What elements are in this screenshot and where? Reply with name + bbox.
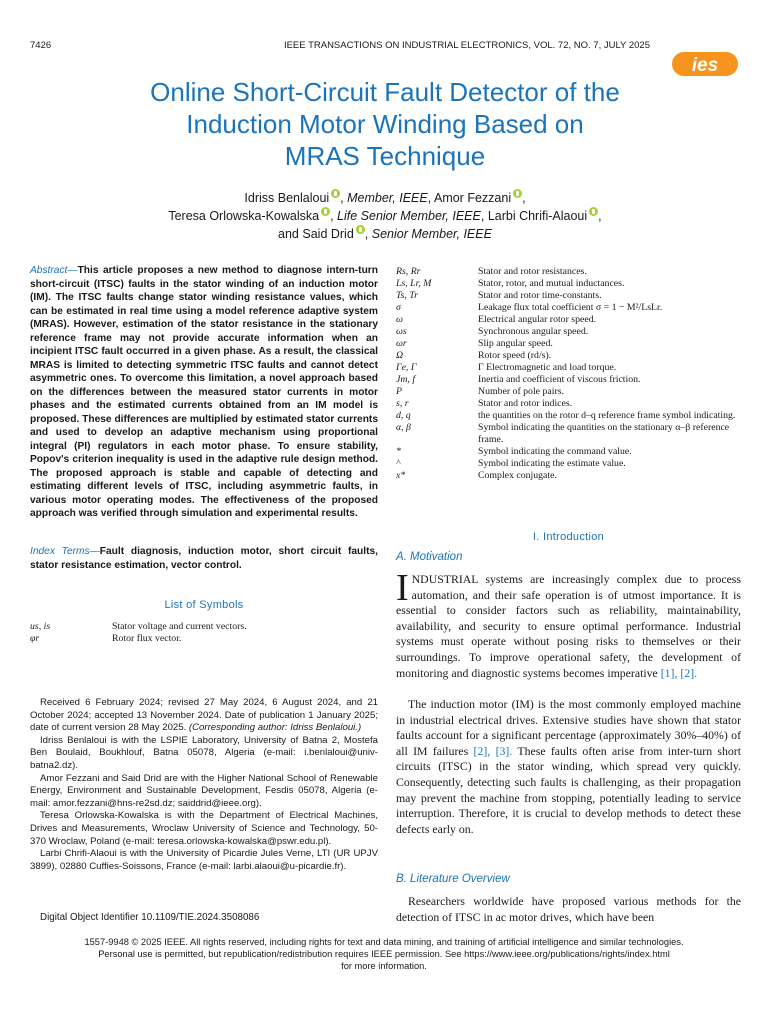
affiliation: Amor Fezzani and Said Drid are with the Higher National School of Renewable Energy, Environment and Sustainable Development, Fesdis 05078, Algeria (e-mail: amor.fezzani@hns-re2sd.dz; saiddrid@ieee.org). <box>30 772 378 809</box>
symbol-definition: Symbol indicating the quantities on the stationary α–β reference frame. <box>478 422 730 445</box>
symbol-definition: Complex conjugate. <box>478 470 557 481</box>
symbol-term: P <box>396 386 402 397</box>
list-of-symbols-heading: List of Symbols <box>164 599 244 611</box>
symbol-definition: Stator, rotor, and mutual inductances. <box>478 278 625 289</box>
symbol-row <box>396 290 741 302</box>
author-list <box>60 189 710 243</box>
symbol-term: ωr <box>396 338 407 349</box>
received-dates <box>30 697 378 735</box>
received-text: Received 6 February 2024; revised 27 May 2024, 6 August 2024, and 21 October 2024; accepted 13 November 2024. Date of publication 1 January 2025; date of current version 28 May 2025. <box>30 697 378 734</box>
author-name: Larbi Chrifi-Alaoui <box>487 209 588 223</box>
orcid-icon[interactable] <box>356 225 365 234</box>
author-conjunction: and <box>278 227 299 241</box>
symbol-term: s, r <box>396 398 409 409</box>
author-name: Teresa Orlowska-Kowalska <box>168 209 320 223</box>
symbol-row <box>396 386 741 398</box>
symbol-definition: Electrical angular rotor speed. <box>478 314 597 325</box>
author-membership: Member, IEEE <box>347 191 428 205</box>
doi: Digital Object Identifier 10.1109/TIE.2024.3508086 <box>40 912 260 923</box>
symbol-row <box>396 374 741 386</box>
author-membership: Life Senior Member, IEEE <box>337 209 481 223</box>
symbol-row <box>396 338 741 350</box>
symbol-row <box>396 398 741 410</box>
journal-header: IEEE TRANSACTIONS ON INDUSTRIAL ELECTRONICS, VOL. 72, NO. 7, JULY 2025 <box>283 40 650 51</box>
symbol-term: * <box>396 446 401 457</box>
symbol-term: d, q <box>396 410 411 421</box>
corresponding-author: (Corresponding author: Idriss Benlaloui.) <box>188 722 362 734</box>
author-membership: Senior Member, IEEE <box>371 227 492 241</box>
symbol-term: Jm, f <box>396 374 416 385</box>
abstract-lead: Abstract— <box>30 265 78 276</box>
paragraph <box>396 567 741 681</box>
copyright-notice <box>30 936 738 972</box>
symbol-definition: Rotor flux vector. <box>112 633 182 644</box>
symbol-row <box>396 458 741 470</box>
symbol-term: σ <box>396 302 401 313</box>
symbol-row <box>396 266 741 278</box>
paragraph-text: NDUSTRIAL systems are increasingly complex due to process automation, and their safe operation is of utmost importance. It is essential to consider factors such as reliability, maintainability, availability, and security to ensure optimal performance. Industrial systems must operate without posing risks to themselves or their surroundings. To improve operational safety, the development of monitoring and diagnostic systems becomes imperative <box>396 572 741 680</box>
symbol-row <box>396 362 741 374</box>
symbol-definition: Stator and rotor time-constants. <box>478 290 602 301</box>
symbol-term: α, β <box>396 422 411 433</box>
orcid-icon[interactable] <box>589 207 598 216</box>
paragraph-text: The induction motor (IM) is the most commonly employed machine in industrial electrical drives. Extensive studies have shown that stator faults account for a significant percentage (approximately 30%–40%) of all IM failures <box>396 697 741 758</box>
symbol-row <box>396 410 741 422</box>
symbol-definition: Leakage flux total coefficient σ = 1 − M²/LsLr. <box>478 302 663 313</box>
symbol-row <box>396 422 741 446</box>
title-line-1: Online Short-Circuit Fault Detector of the <box>150 77 620 107</box>
abstract-text: This article proposes a new method to diagnose intern-turn short-circuit (ITSC) faults in the stator winding of an induction motor (IM). The ITSC faults change stator winding resistance values, which can be estimated in real time using a model reference adaptive system (MRAS). However, estimation of the stator resistance in the stationary reference frame may not provide accurate information when an incipient ITSC fault occurred in a given phase. As a result, the classical MRAS is limited to detecting symmetric ITSC faults and cannot detect asymmetric ones. To overcome this limitation, a novel approach based on the differences between the measured stator currents in motor phases and the estimated currents obtained from an IM model is proposed. These differences are multiplied by estimated stator currents and used to develop an adaptive mechanism using proportional integral (PI) regulators in each motor phase. To ensure stability, Popov's criterion inequality is used in the adaptive rule design method. The proposed approach is stable and capable of detecting and estimating different levels of ITSC, including asymmetric faults, in various motor operating modes. The effectiveness of the proposed approach was verified through simulation and experimental results. <box>30 265 378 519</box>
symbol-row <box>396 470 741 482</box>
symbol-term: Rs, Rr <box>396 266 421 277</box>
author-line-1: Idriss Benlaloui , Member, IEEE, Amor Fezzani , <box>244 191 526 205</box>
author-name: Amor Fezzani <box>433 191 512 205</box>
copyright-line: for more information. <box>341 961 427 971</box>
symbol-definition: Stator and rotor indices. <box>478 398 573 409</box>
orcid-icon[interactable] <box>513 189 522 198</box>
symbol-term: Ω <box>396 350 404 361</box>
first-page-footnote <box>30 697 378 873</box>
paper-title <box>60 76 710 172</box>
symbol-definition: Inertia and coefficient of viscous friction. <box>478 374 641 385</box>
author-name: Said Drid <box>302 227 354 241</box>
symbol-term: Γe, Γ <box>396 362 417 373</box>
symbol-definition: Symbol indicating the estimate value. <box>478 458 626 469</box>
orcid-icon[interactable] <box>331 189 340 198</box>
copyright-line: 1557-9948 © 2025 IEEE. All rights reserved, including rights for text and data mining, and training of artificial intelligence and similar technologies. <box>84 937 684 947</box>
symbol-list-left <box>30 621 378 645</box>
logo-text: ies <box>691 55 719 76</box>
abstract <box>30 264 378 521</box>
section-heading: I. Introduction <box>532 531 605 543</box>
symbol-definition: the quantities on the rotor d–q reference frame symbol indicating. <box>478 410 736 421</box>
symbol-definition: Synchronous angular speed. <box>478 326 589 337</box>
title-line-2: Induction Motor Winding Based on <box>186 109 584 139</box>
symbol-row <box>396 446 741 458</box>
index-terms-text: Fault diagnosis, induction motor, short circuit faults, stator resistance estimation, vector control. <box>30 546 379 571</box>
index-terms <box>30 545 378 572</box>
symbol-row <box>396 302 741 314</box>
citation-link[interactable]: [1], [2]. <box>660 665 698 680</box>
citation-link[interactable]: [2], [3]. <box>473 743 513 758</box>
subsection-heading-literature: B. Literature Overview <box>396 873 510 885</box>
symbol-term: ω <box>396 314 403 325</box>
symbol-definition: Number of pole pairs. <box>478 386 564 397</box>
symbol-row <box>396 326 741 338</box>
affiliation: Larbi Chrifi-Alaoui is with the University of Picardie Jules Verne, LTI (UR UPJV 3899), 02880 Cuffies-Soissons, France (e-mail: larbi.alaoui@u-picardie.fr). <box>30 848 378 872</box>
affiliation: Teresa Orlowska-Kowalska is with the Department of Electrical Machines, Drives and Measurements, Wroclaw University of Science and Technology, 50-370 Wroclaw, Poland (e-mail: teresa.orlowska-kowalska@pswr.edu.pl). <box>30 810 378 847</box>
symbol-term: Ts, Tr <box>396 290 418 301</box>
paragraph: Researchers worldwide have proposed various methods for the detection of ITSC in ac motor drives, which have been <box>396 894 741 924</box>
index-terms-lead: Index Terms— <box>30 546 100 557</box>
copyright-line: Personal use is permitted, but republication/redistribution requires IEEE permission. See https://www.ieee.org/publications/rights/index.html <box>98 949 670 959</box>
symbol-row <box>396 350 741 362</box>
symbol-row <box>396 314 741 326</box>
author-line-2: Teresa Orlowska-Kowalska , Life Senior Member, IEEE, Larbi Chrifi-Alaoui , <box>168 209 602 223</box>
subsection-heading-motivation: A. Motivation <box>396 551 463 563</box>
page-number: 7426 <box>30 40 52 51</box>
drop-cap: I <box>396 567 409 609</box>
symbol-term: us, is <box>30 621 51 632</box>
affiliation: Idriss Benlaloui is with the LSPIE Laboratory, University of Batna 2, Mostefa Ben Boulaid, Boukhlouf, Batna 05078, Algeria (e-mail: i.benlaloui@univ-batna2.dz). <box>30 734 378 771</box>
symbol-row <box>396 278 741 290</box>
symbol-term: ^ <box>396 458 401 469</box>
symbol-definition: Slip angular speed. <box>478 338 553 349</box>
symbol-definition: Stator voltage and current vectors. <box>112 621 247 632</box>
symbol-list-right <box>396 266 741 482</box>
symbol-row <box>30 633 378 645</box>
author-line-3: and Said Drid , Senior Member, IEEE <box>278 227 492 241</box>
symbol-row <box>30 621 378 633</box>
symbol-definition: Stator and rotor resistances. <box>478 266 587 277</box>
paragraph <box>396 697 741 837</box>
symbol-definition: Rotor speed (rd/s). <box>478 350 552 361</box>
author-name: Idriss Benlaloui <box>244 191 330 205</box>
title-line-3: MRAS Technique <box>284 141 486 171</box>
paragraph-text: These faults often arise from inter-turn short circuits (ITSC) in the stator winding, which spread very quickly. Consequently, detecting such faults is challenging, as their propagation may prevent the machine from stopping, potentially leading to service interruption. Therefore, it is crucial to develop methods to detect these defects early on. <box>396 743 742 836</box>
symbol-definition: Symbol indicating the command value. <box>478 446 632 457</box>
symbol-term: x* <box>396 470 406 481</box>
orcid-icon[interactable] <box>321 207 330 216</box>
symbol-definition: Γ Electromagnetic and load torque. <box>478 362 617 373</box>
symbol-term: φr <box>30 633 40 644</box>
symbol-term: Ls, Lr, M <box>396 278 432 289</box>
symbol-term: ωs <box>396 326 407 337</box>
